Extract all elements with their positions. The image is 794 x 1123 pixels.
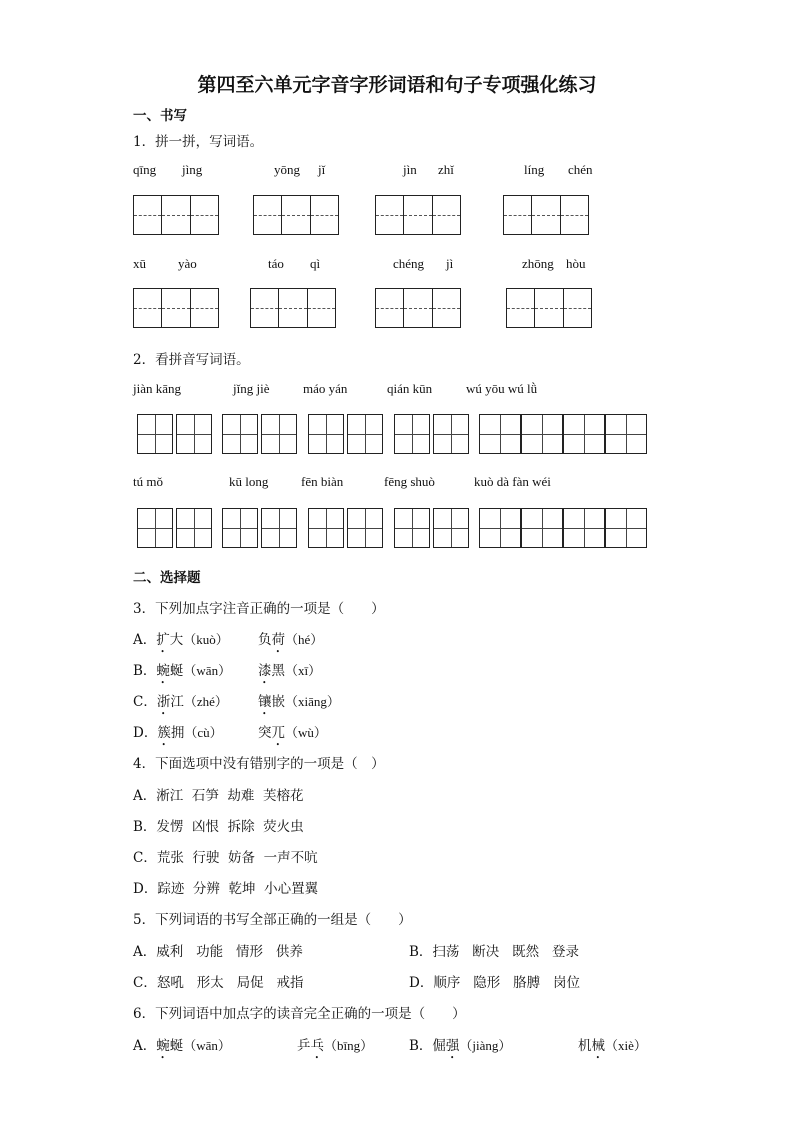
pinyin: jìn — [403, 162, 417, 177]
option-d[interactable] — [409, 971, 580, 991]
option-b[interactable] — [409, 940, 579, 960]
option-text: 顺序 隐形 胳膊 岗位 — [433, 975, 580, 991]
tianzige-cell[interactable] — [605, 414, 647, 454]
pinyin: fēng shuò — [384, 474, 435, 489]
pinyin: jǐng jiè — [233, 381, 270, 396]
question-4-label: 4．下面选项中没有错别字的一项是（ ） — [133, 756, 385, 772]
pinyin: máo yán — [303, 381, 348, 396]
tianzige-cell[interactable] — [176, 414, 212, 454]
tianzige-cell[interactable] — [605, 508, 647, 548]
pinyin: （jiàng） — [459, 1038, 512, 1053]
pinyin: kuò dà fàn wéi — [474, 474, 551, 489]
tianzige-cell[interactable] — [222, 414, 258, 454]
pinyin: chéng — [393, 256, 425, 271]
pinyin: （bīng） — [324, 1038, 374, 1053]
pinyin: líng — [524, 162, 545, 177]
answer-box[interactable] — [133, 288, 219, 328]
pinyin: táo — [268, 256, 284, 271]
char: 机 — [578, 1038, 592, 1054]
option-text: 发愣 凶恨 拆除 荧火虫 — [156, 819, 304, 835]
answer-box[interactable] — [375, 288, 461, 328]
option-letter: B． — [133, 663, 157, 679]
pinyin: （wān） — [183, 663, 232, 678]
question-1-label: 1．拼一拼，写词语。 — [133, 134, 264, 150]
answer-box[interactable] — [253, 195, 339, 235]
char: 黑 — [271, 663, 285, 679]
dotted-char: 扩 — [156, 632, 170, 648]
tianzige-cell[interactable] — [308, 508, 344, 548]
dotted-char: 镶 — [258, 694, 272, 710]
pinyin: （wù） — [285, 725, 327, 740]
tianzige-cell[interactable] — [521, 508, 563, 548]
option-c[interactable] — [133, 971, 303, 991]
dotted-char: 荷 — [271, 632, 285, 648]
pinyin: yào — [178, 256, 197, 271]
pinyin: qián kūn — [387, 381, 433, 396]
option-letter: C． — [133, 694, 157, 710]
page-title: 第四至六单元字音字形词语和句子专项强化练习 — [197, 74, 597, 96]
pinyin: （cù） — [184, 725, 223, 740]
dotted-char: 簇 — [157, 725, 171, 741]
tianzige-cell[interactable] — [176, 508, 212, 548]
pinyin: （hé） — [285, 632, 324, 647]
section-heading-choice: 二、选择题 — [133, 570, 201, 586]
option-b[interactable] — [133, 815, 304, 835]
tianzige-cell[interactable] — [394, 414, 430, 454]
option-text: 怒吼 形太 局促 戒指 — [156, 975, 304, 991]
char: 突 — [258, 725, 272, 741]
tianzige-cell[interactable] — [433, 508, 469, 548]
option-letter: A． — [133, 788, 157, 804]
option-letter: A． — [133, 1038, 157, 1054]
pinyin: （kuò） — [183, 632, 229, 647]
option-letter: D． — [133, 725, 158, 741]
pinyin: （wān） — [183, 1038, 231, 1053]
option-text: 威利 功能 情形 供养 — [156, 944, 303, 960]
pinyin: jiàn kāng — [133, 381, 182, 396]
pinyin: yōng — [274, 162, 300, 177]
option-a[interactable] — [133, 784, 304, 804]
char: 江 — [170, 694, 184, 710]
char: 大 — [169, 632, 184, 648]
char: 嵌 — [271, 694, 285, 710]
tianzige-cell[interactable] — [479, 414, 521, 454]
tianzige-cell[interactable] — [261, 414, 297, 454]
option-letter: C． — [133, 975, 157, 991]
pinyin: qīng — [133, 162, 157, 177]
option-b-word2 — [578, 1034, 647, 1062]
pinyin: xū — [133, 256, 146, 271]
section-heading-writing: 一、书写 — [133, 108, 187, 124]
option-b[interactable] — [133, 659, 231, 687]
pinyin: chén — [568, 162, 593, 177]
tianzige-cell[interactable] — [347, 508, 383, 548]
question-2-label: 2．看拼音写词语。 — [133, 352, 250, 368]
option-d-word2 — [258, 721, 327, 749]
tianzige-cell[interactable] — [308, 414, 344, 454]
tianzige-cell[interactable] — [563, 508, 605, 548]
option-letter: C． — [133, 850, 157, 866]
option-letter: A． — [133, 632, 157, 648]
pinyin: jǐ — [318, 162, 326, 177]
dotted-char: 兀 — [271, 725, 285, 741]
option-a[interactable] — [133, 1034, 231, 1062]
pinyin: jìng — [182, 162, 203, 177]
answer-box[interactable] — [133, 195, 219, 235]
char: 拥 — [170, 725, 185, 741]
char: 负 — [258, 632, 272, 648]
answer-box[interactable] — [250, 288, 336, 328]
option-letter: A． — [133, 944, 157, 960]
pinyin: tú mǒ — [133, 474, 163, 489]
tianzige-cell[interactable] — [137, 508, 173, 548]
dotted-char: 蜿 — [156, 1038, 170, 1054]
dotted-char: 械 — [591, 1038, 605, 1054]
pinyin: wú yōu wú lǜ — [466, 381, 538, 396]
pinyin: （xī） — [285, 663, 322, 678]
pinyin: （xiāng） — [285, 694, 340, 709]
option-letter: B． — [409, 1038, 433, 1054]
option-c[interactable] — [133, 690, 228, 718]
option-text: 淅江 石笋 劫难 芙榕花 — [156, 788, 304, 804]
dotted-char: 浙 — [156, 694, 171, 710]
option-letter: D． — [409, 975, 434, 991]
option-text: 踪迹 分辨 乾坤 小心置翼 — [157, 881, 319, 897]
pinyin: zhōng — [522, 256, 554, 271]
question-3-label: 3．下列加点字注音正确的一项是（ ） — [133, 601, 385, 617]
tianzige-cell[interactable] — [433, 414, 469, 454]
option-b[interactable] — [409, 1034, 511, 1062]
dotted-char: 强 — [445, 1038, 460, 1054]
char: 倔 — [432, 1038, 446, 1054]
option-a[interactable] — [133, 940, 303, 960]
option-d[interactable] — [133, 877, 318, 897]
dotted-char: 漆 — [258, 663, 272, 679]
option-text: 荒张 行驶 妨备 一声不吭 — [156, 850, 318, 866]
tianzige-cell[interactable] — [222, 508, 258, 548]
tianzige-cell[interactable] — [394, 508, 430, 548]
pinyin: qì — [310, 256, 321, 271]
pinyin: （zhé） — [183, 694, 228, 709]
pinyin: fēn biàn — [301, 474, 344, 489]
option-letter: B． — [133, 819, 157, 835]
option-text: 扫荡 断决 既然 登录 — [432, 944, 580, 960]
option-c-word2 — [258, 690, 340, 718]
char: 蜒 — [169, 1038, 184, 1054]
question-5-label: 5．下列词语的书写全部正确的一组是（ ） — [133, 912, 412, 928]
answer-box[interactable] — [506, 288, 592, 328]
tianzige-cell[interactable] — [137, 414, 173, 454]
char: 蜒 — [169, 663, 184, 679]
tianzige-cell[interactable] — [563, 414, 605, 454]
question-6-label: 6．下列词语中加点字的读音完全正确的一项是（ ） — [133, 1006, 466, 1022]
option-b-word2 — [258, 659, 321, 687]
dotted-char: 蜿 — [156, 663, 170, 679]
answer-box[interactable] — [503, 195, 589, 235]
pinyin: jì — [446, 256, 454, 271]
tianzige-cell[interactable] — [479, 508, 521, 548]
pinyin: kū long — [229, 474, 269, 489]
pinyin: hòu — [566, 256, 586, 271]
tianzige-cell[interactable] — [521, 414, 563, 454]
option-a-word2 — [258, 628, 323, 656]
option-letter: B． — [409, 944, 433, 960]
char: 乒 — [297, 1038, 311, 1054]
option-c[interactable] — [133, 846, 318, 866]
pinyin: zhǐ — [438, 162, 454, 177]
option-letter: D． — [133, 881, 158, 897]
dotted-char: 乓 — [310, 1038, 324, 1054]
answer-box[interactable] — [375, 195, 461, 235]
option-a-word2 — [297, 1034, 373, 1062]
pinyin: （xiè） — [605, 1038, 647, 1053]
option-a[interactable] — [133, 628, 229, 656]
tianzige-cell[interactable] — [261, 508, 297, 548]
option-d[interactable] — [133, 721, 223, 749]
tianzige-cell[interactable] — [347, 414, 383, 454]
